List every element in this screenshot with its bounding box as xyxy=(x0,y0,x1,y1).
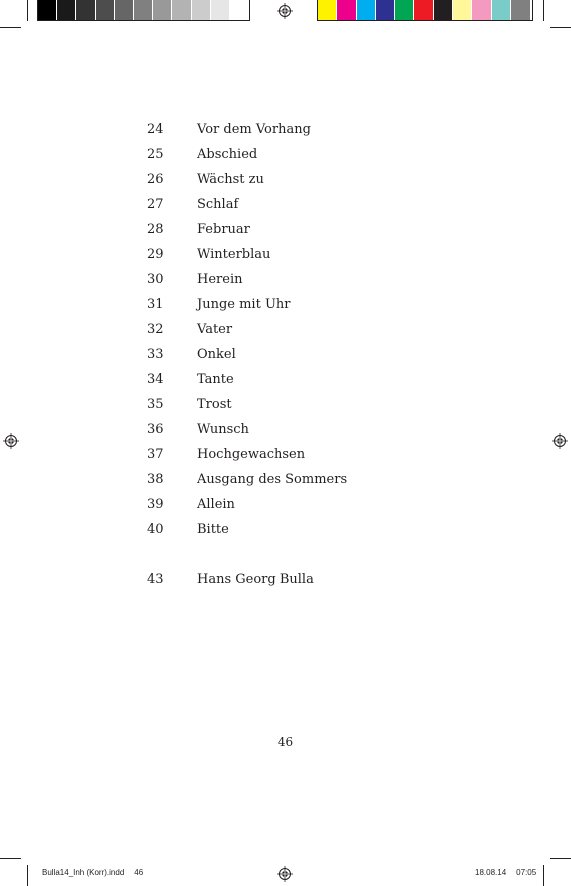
toc-page-number: 30 xyxy=(147,272,164,287)
toc-page-number: 26 xyxy=(147,172,164,187)
color-swatch xyxy=(376,0,395,20)
toc-title: Allein xyxy=(197,497,235,512)
toc-title: Wächst zu xyxy=(197,172,264,187)
toc-title: Winterblau xyxy=(197,247,271,262)
toc-title: Abschied xyxy=(197,147,258,162)
toc-page-number: 36 xyxy=(147,422,164,437)
toc-entry xyxy=(0,267,571,292)
color-swatch xyxy=(96,0,115,20)
color-swatch xyxy=(38,0,57,20)
color-swatch xyxy=(357,0,376,20)
crop-mark xyxy=(550,858,571,859)
toc-title: Vor dem Vorhang xyxy=(197,122,311,137)
color-swatch xyxy=(211,0,230,20)
toc-entry xyxy=(0,292,571,317)
toc-entry xyxy=(0,417,571,442)
color-swatch xyxy=(337,0,356,20)
toc-entry xyxy=(0,242,571,267)
slug-page: 46 xyxy=(134,868,144,877)
color-swatch xyxy=(115,0,134,20)
toc-title: Ausgang des Sommers xyxy=(197,472,348,487)
crop-mark xyxy=(0,858,21,859)
toc-title: Herein xyxy=(197,272,243,287)
toc-entry xyxy=(0,167,571,192)
toc-entry xyxy=(0,392,571,417)
toc-title: Vater xyxy=(197,322,233,337)
color-swatch xyxy=(453,0,472,20)
color-swatch xyxy=(511,0,530,20)
toc-page-number: 33 xyxy=(147,347,164,362)
toc-title: Trost xyxy=(197,397,232,412)
color-swatch xyxy=(230,0,249,20)
toc-entry xyxy=(0,142,571,167)
toc-title: Junge mit Uhr xyxy=(197,297,291,312)
crop-mark xyxy=(27,865,28,886)
toc-entry xyxy=(0,367,571,392)
slug-filename: Bulla14_Inh (Korr).indd xyxy=(42,868,125,877)
registration-mark-icon xyxy=(277,3,293,19)
toc-title: Onkel xyxy=(197,347,236,362)
color-swatch xyxy=(414,0,433,20)
registration-mark-icon xyxy=(277,866,293,882)
toc-page-number: 40 xyxy=(147,522,164,537)
toc-entry xyxy=(0,192,571,217)
color-swatch xyxy=(192,0,211,20)
toc-entry xyxy=(0,492,571,517)
color-swatch xyxy=(172,0,191,20)
toc-entry xyxy=(0,217,571,242)
color-swatch xyxy=(472,0,491,20)
color-swatch xyxy=(395,0,414,20)
toc-title: Februar xyxy=(197,222,250,237)
toc-title: Hochgewachsen xyxy=(197,447,306,462)
toc-page-number: 39 xyxy=(147,497,164,512)
toc-page-number: 43 xyxy=(147,572,164,587)
toc-page-number: 27 xyxy=(147,197,164,212)
toc-entry xyxy=(0,117,571,142)
toc-page-number: 31 xyxy=(147,297,164,312)
crop-mark xyxy=(543,0,544,21)
toc-entry xyxy=(0,517,571,542)
color-swatch xyxy=(134,0,153,20)
toc-page-number: 25 xyxy=(147,147,164,162)
toc-title: Hans Georg Bulla xyxy=(197,572,314,587)
color-swatch xyxy=(318,0,337,20)
toc-page-number: 32 xyxy=(147,322,164,337)
color-swatch xyxy=(57,0,76,20)
toc-page-number: 24 xyxy=(147,122,164,137)
slug-filename-line xyxy=(42,868,143,877)
color-swatch xyxy=(434,0,453,20)
page-number: 46 xyxy=(277,735,294,749)
toc-page-number: 34 xyxy=(147,372,164,387)
crop-mark xyxy=(550,27,571,28)
toc-page-number: 37 xyxy=(147,447,164,462)
slug-timestamp xyxy=(475,868,536,877)
slug-date: 18.08.14 xyxy=(475,868,507,877)
toc-entry xyxy=(0,467,571,492)
toc-entry xyxy=(0,567,571,592)
toc-title: Bitte xyxy=(197,522,229,537)
toc-page-number: 29 xyxy=(147,247,164,262)
toc-page-number: 28 xyxy=(147,222,164,237)
toc-entry xyxy=(0,317,571,342)
toc-title: Tante xyxy=(197,372,234,387)
toc-entry xyxy=(0,442,571,467)
table-of-contents xyxy=(0,117,571,592)
slug-time: 07:05 xyxy=(516,868,537,877)
crop-mark xyxy=(27,0,28,21)
toc-page-number: 35 xyxy=(147,397,164,412)
color-swatch xyxy=(76,0,95,20)
crop-mark xyxy=(0,27,21,28)
toc-entry xyxy=(0,342,571,367)
toc-page-number: 38 xyxy=(147,472,164,487)
color-swatch xyxy=(153,0,172,20)
color-swatch xyxy=(492,0,511,20)
process-color-bar xyxy=(317,0,533,21)
grayscale-color-bar xyxy=(37,0,250,21)
toc-title: Wunsch xyxy=(197,422,249,437)
toc-title: Schlaf xyxy=(197,197,239,212)
crop-mark xyxy=(543,865,544,886)
